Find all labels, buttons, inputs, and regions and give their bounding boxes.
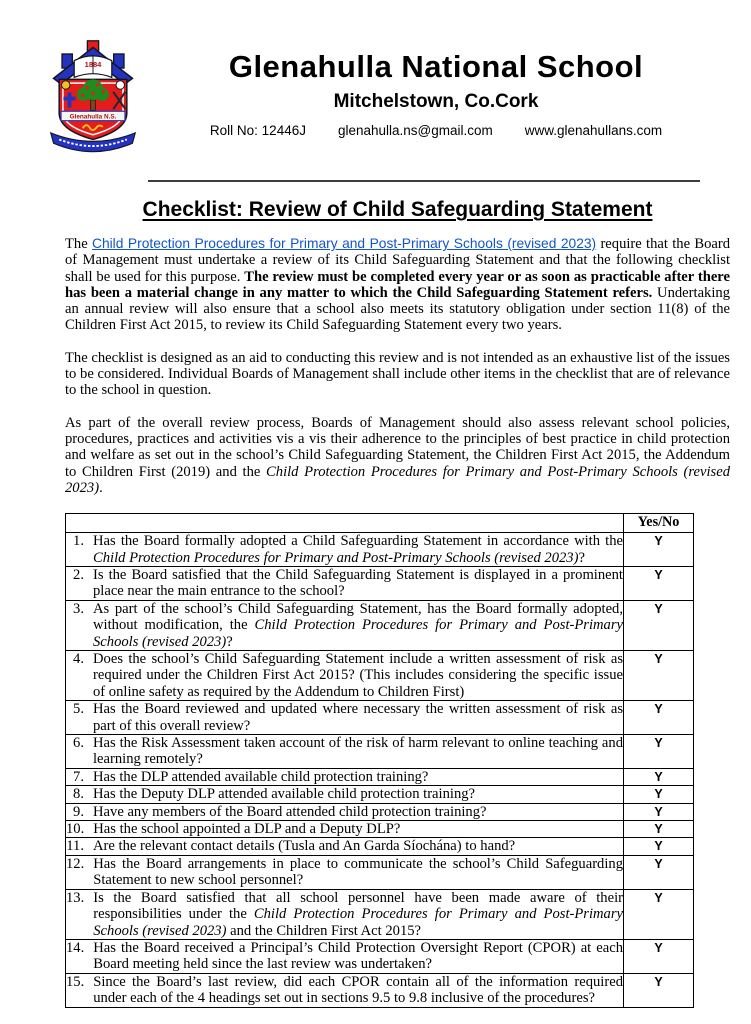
- question-number: 2.: [73, 566, 84, 583]
- review-pre-italic: As part of the overall review process, Boards of Management should also assess relevant school policies, procedures, practices and activities vis a vis their adherence to the principles of best practice in child protection and welfare as set out in the school’s Child Safeguarding Statement, the Children First Act 2015, the Addendum to Children First (2019) and the: [65, 414, 730, 480]
- page-title: Checklist: Review of Child Safeguarding Statement: [142, 198, 653, 221]
- checklist-header-row: [66, 514, 694, 533]
- question-cell: [66, 803, 624, 820]
- answer-cell: Y: [624, 533, 694, 567]
- question-cell: [66, 600, 624, 650]
- answer-cell: Y: [624, 838, 694, 855]
- school-location: Mitchelstown, Co.Cork: [333, 91, 539, 112]
- checklist-row: [66, 838, 694, 855]
- question-text: Is the Board satisfied that all school personnel have been made aware of their responsibilities under the Child Protection Procedures for Primary and Post-Primary Schools (revised 2023) and the Children First Act 2015?: [93, 889, 624, 939]
- question-cell: [66, 566, 624, 600]
- checklist-row: [66, 701, 694, 735]
- question-cell: [66, 821, 624, 838]
- answer-cell: Y: [624, 786, 694, 803]
- answer-cell: Y: [624, 855, 694, 889]
- checklist-row: [66, 821, 694, 838]
- review-italic-procedures: Child Protection Procedures for Primary and Post-Primary Schools (revised 2023): [65, 463, 730, 496]
- intro-after-bold: Undertaking an annual review will also ensure that a school also meets its statutory obligation under section 11(8) of the Children First Act 2015, to review its Child Safeguarding Statement every two years.: [65, 284, 730, 334]
- question-text: Has the DLP attended available child protection training?: [93, 768, 429, 785]
- question-cell: [66, 651, 624, 701]
- intro-pre-link: The: [65, 236, 92, 252]
- question-number: 6.: [73, 735, 84, 752]
- question-cell: [66, 973, 624, 1007]
- review-process-paragraph: [65, 415, 730, 496]
- school-name: Glenahulla National School: [228, 49, 644, 84]
- answer-cell: Y: [624, 821, 694, 838]
- answer-cell: Y: [624, 768, 694, 785]
- question-cell: [66, 701, 624, 735]
- question-number: 3.: [73, 600, 84, 617]
- question-number: 4.: [73, 651, 84, 667]
- question-number: 10.: [66, 821, 85, 838]
- question-cell: [66, 855, 624, 889]
- question-text: Has the Board arrangements in place to communicate the school’s Child Safeguarding Statement to new school personnel?: [93, 855, 623, 889]
- question-cell: [66, 939, 624, 973]
- question-number: 15.: [66, 973, 85, 990]
- question-text: Has the school appointed a DLP and a Deputy DLP?: [93, 821, 401, 838]
- school-contact-row: [142, 123, 730, 138]
- question-text: Are the relevant contact details (Tusla and An Garda Síochána) to hand?: [93, 838, 516, 855]
- procedures-link[interactable]: Child Protection Procedures for Primary and Post-Primary Schools (revised 2023): [91, 236, 597, 251]
- answer-cell: Y: [624, 701, 694, 735]
- answer-cell: Y: [624, 803, 694, 820]
- question-number: 7.: [73, 768, 84, 785]
- answer-cell: Y: [624, 939, 694, 973]
- crest-banner-label: Glenahulla N.S.: [69, 113, 117, 121]
- question-cell: [66, 768, 624, 785]
- question-cell: [66, 838, 624, 855]
- question-text: Has the Board reviewed and updated where necessary the written assessment of risk as part of this overall review?: [93, 701, 623, 734]
- yes-no-header: Yes/No: [624, 514, 694, 533]
- question-cell: [66, 735, 624, 769]
- checklist-row: [66, 786, 694, 803]
- intro-paragraph: [65, 236, 730, 334]
- checklist-row: [66, 735, 694, 769]
- checklist-row: [66, 566, 694, 600]
- answer-cell: Y: [624, 973, 694, 1007]
- checklist-table: [65, 513, 694, 1007]
- checklist-row: [66, 768, 694, 785]
- crest-medallion-left: [62, 81, 70, 89]
- question-number: 13.: [66, 889, 85, 906]
- question-text: Has the Deputy DLP attended available child protection training?: [93, 786, 476, 803]
- review-after-italic: .: [99, 479, 103, 496]
- question-number: 9.: [73, 803, 84, 820]
- checklist-table-body: [66, 533, 694, 1007]
- answer-cell: Y: [624, 566, 694, 600]
- letterhead-text: [142, 38, 730, 138]
- document-content: [65, 197, 730, 1008]
- question-number: 11.: [66, 838, 84, 855]
- question-text: Has the Risk Assessment taken account of the risk of harm relevant to online teaching and learning remotely?: [93, 735, 623, 768]
- question-number: 12.: [66, 855, 85, 872]
- school-website: www.glenahullans.com: [524, 123, 663, 138]
- question-number: 1.: [73, 533, 84, 550]
- question-text: Has the Board received a Principal’s Child Protection Oversight Report (CPOR) at each Board meeting held since the last review was undertaken?: [93, 939, 623, 973]
- checklist-row: [66, 803, 694, 820]
- checklist-row: [66, 889, 694, 939]
- question-text: Has the Board formally adopted a Child Safeguarding Statement in accordance with the Child Protection Procedures for Primary and Post-Primary Schools (revised 2023)?: [93, 533, 623, 566]
- question-text: Have any members of the Board attended child protection training?: [93, 803, 487, 820]
- school-logo-box: [46, 38, 142, 167]
- question-text: Since the Board’s last review, did each CPOR contain all of the information required under each of the 4 headings set out in sections 9.5 to 9.8 inclusive of the procedures?: [93, 973, 623, 1007]
- question-header-cell: [66, 514, 624, 533]
- header-divider: [148, 180, 700, 182]
- question-cell: [66, 889, 624, 939]
- question-cell: [66, 533, 624, 567]
- checklist-row: [66, 600, 694, 650]
- crest-book-icon: [74, 55, 112, 78]
- question-text: As part of the school’s Child Safeguarding Statement, has the Board formally adopted, without modification, the Child Protection Procedures for Primary and Post-Primary Schools (revised 2023)?: [93, 600, 623, 650]
- crest-medallion-right: [116, 81, 124, 89]
- school-email: glenahulla.ns@gmail.com: [337, 123, 493, 138]
- roll-number: Roll No: 12446J: [209, 123, 306, 138]
- checklist-row: [66, 651, 694, 701]
- answer-cell: Y: [624, 735, 694, 769]
- crest-banner: [61, 111, 125, 120]
- checklist-row: [66, 533, 694, 567]
- checklist-row: [66, 973, 694, 1007]
- school-crest-icon: [46, 38, 140, 162]
- question-number: 5.: [73, 701, 84, 718]
- question-cell: [66, 786, 624, 803]
- answer-cell: Y: [624, 889, 694, 939]
- school-header: [46, 38, 730, 167]
- question-number: 14.: [66, 939, 85, 956]
- checklist-purpose-paragraph: The checklist is designed as an aid to conducting this review and is not intended as an exhaustive list of the issues to be considered. Individual Boards of Management shall include other items in the checklist that are of relevance to the school in question.: [65, 349, 730, 399]
- crest-year: 1884: [84, 60, 102, 70]
- checklist-row: [66, 855, 694, 889]
- intro-bold-requirement: The review must be completed every year or as soon as practicable after there has been a material change in any matter to which the Child Safeguarding Statement refers.: [65, 268, 731, 301]
- question-text: Is the Board satisfied that the Child Safeguarding Statement is displayed in a prominent place near the main entrance to the school?: [93, 566, 623, 600]
- answer-cell: Y: [624, 600, 694, 650]
- question-text: Does the school’s Child Safeguarding Statement include a written assessment of risk as required under the Children First Act 2015? (This includes considering the specific issue of online safety as required by the Addendum to Children First): [93, 651, 623, 700]
- question-number: 8.: [73, 786, 84, 803]
- intro-after-link: require that the Board of Management must undertake a review of its Child Safeguarding Statement and that the following checklist shall be used for this purpose.: [65, 236, 731, 285]
- answer-cell: Y: [624, 651, 694, 701]
- checklist-row: [66, 939, 694, 973]
